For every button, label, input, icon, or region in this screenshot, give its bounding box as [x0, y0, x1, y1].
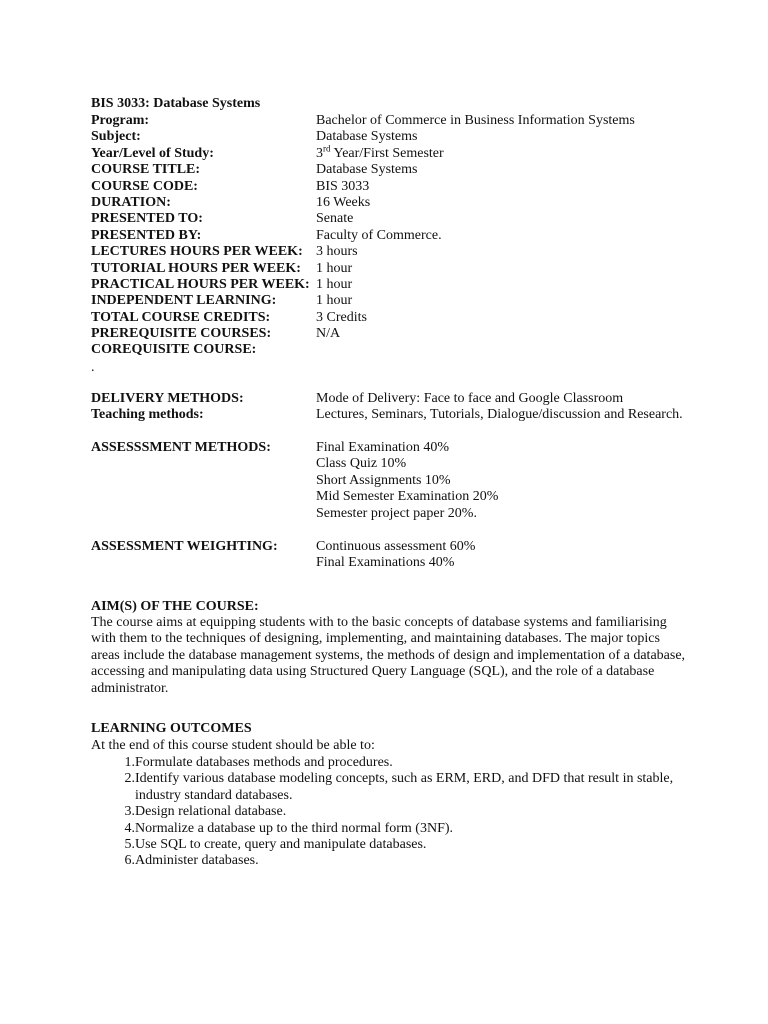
info-value-rest: Year/First Semester	[330, 145, 444, 161]
info-row-course-code	[91, 179, 711, 195]
info-value: 1 hour	[316, 260, 353, 276]
course-info-table	[91, 113, 711, 359]
info-label: Year/Level of Study:	[91, 145, 214, 161]
info-row-year-level	[91, 143, 711, 162]
info-label: COURSE TITLE:	[91, 162, 201, 178]
info-value: Senate	[316, 211, 354, 227]
list-item-text: Design relational database.	[135, 804, 287, 820]
list-item	[91, 755, 691, 771]
info-row-course-title	[91, 162, 711, 178]
assessment-weighting-row	[91, 539, 711, 572]
assessment-methods-label: ASSESSSMENT METHODS:	[91, 440, 271, 455]
delivery-row	[91, 391, 711, 407]
document-title: BIS 3033: Database Systems	[91, 96, 261, 111]
info-value-number: 3	[316, 145, 323, 161]
info-label: PRESENTED BY:	[91, 227, 202, 243]
info-row-duration	[91, 195, 711, 211]
aims-paragraph: The course aims at equipping students with to the basic concepts of database systems and familiarising with them to the techniques of designing, implementing, and maintaining databases. The major topics areas include the database management systems, the methods of design and implementation of a database, accessing and manipulating data using Structured Query Language (SQL), and the role of a database administrator.	[91, 615, 686, 696]
info-row-tutorial-hours	[91, 261, 711, 277]
info-row-lecture-hours	[91, 244, 711, 260]
info-label: COREQUISITE COURSE:	[91, 342, 257, 358]
info-value: Faculty of Commerce.	[316, 227, 442, 243]
info-label: Program:	[91, 113, 150, 128]
info-label: PRESENTED TO:	[91, 211, 203, 227]
info-value: 1 hour	[316, 276, 353, 292]
info-row-presented-by	[91, 228, 711, 244]
assessment-method-item: Final Examination 40%	[316, 440, 449, 455]
info-label: DURATION:	[91, 194, 171, 210]
stray-dot: .	[91, 360, 95, 375]
teaching-row	[91, 407, 711, 423]
assessment-method-item: Semester project paper 20%.	[316, 505, 477, 521]
list-item-text: Use SQL to create, query and manipulate databases.	[135, 837, 427, 853]
info-value: 3 Credits	[316, 309, 367, 325]
list-item-number: 2.	[124, 771, 135, 787]
assessment-weighting-section	[91, 539, 711, 572]
assessment-method-item: Short Assignments 10%	[316, 472, 451, 488]
list-item	[91, 837, 691, 853]
list-item-number: 3.	[124, 804, 135, 820]
info-value: 3 hours	[316, 244, 358, 260]
info-label: TUTORIAL HOURS PER WEEK:	[91, 260, 301, 276]
info-row-program	[91, 113, 711, 129]
assessment-method-item: Class Quiz 10%	[316, 456, 407, 472]
list-item-number: 4.	[124, 820, 135, 836]
info-label: LECTURES HOURS PER WEEK:	[91, 244, 303, 260]
delivery-label: DELIVERY METHODS:	[91, 391, 244, 406]
list-item	[91, 853, 691, 869]
list-item-text: Identify various database modeling concepts, such as ERM, ERD, and DFD that result in stable, industry standard databases.	[135, 771, 674, 803]
info-value: N/A	[316, 326, 341, 342]
learning-outcomes-list	[91, 755, 691, 870]
assessment-methods-section	[91, 440, 711, 522]
info-row-practical-hours	[91, 277, 711, 293]
info-row-independent-learning	[91, 293, 711, 309]
info-value: Bachelor of Commerce in Business Information Systems	[316, 113, 635, 128]
info-label: Subject:	[91, 129, 141, 145]
info-value: Database Systems	[316, 129, 418, 145]
assessment-methods-row	[91, 440, 711, 522]
assessment-methods-list	[316, 440, 711, 522]
assessment-weighting-list	[316, 539, 711, 572]
assessment-weighting-label: ASSESSMENT WEIGHTING:	[91, 539, 278, 554]
list-item-number: 6.	[124, 853, 135, 869]
info-value-ordinal: rd	[323, 143, 331, 154]
info-row-subject	[91, 129, 711, 145]
list-item-text: Administer databases.	[135, 853, 259, 869]
list-item	[91, 821, 691, 837]
list-item-text: Formulate databases methods and procedures.	[135, 755, 393, 770]
learning-outcomes-heading: LEARNING OUTCOMES	[91, 721, 252, 736]
info-value	[316, 342, 711, 358]
info-value: Database Systems	[316, 162, 418, 178]
aims-heading: AIM(S) OF THE COURSE:	[91, 599, 259, 614]
assessment-weighting-item: Continuous assessment 60%	[316, 539, 476, 554]
teaching-value: Lectures, Seminars, Tutorials, Dialogue/discussion and Research.	[316, 407, 683, 423]
info-value: 1 hour	[316, 293, 353, 309]
assessment-weighting-item: Final Examinations 40%	[316, 555, 455, 571]
info-value	[316, 143, 711, 162]
info-row-prerequisite	[91, 326, 711, 342]
list-item	[91, 771, 691, 804]
info-row-total-credits	[91, 310, 711, 326]
delivery-value: Mode of Delivery: Face to face and Google Classroom	[316, 391, 624, 406]
list-item-text: Normalize a database up to the third normal form (3NF).	[135, 820, 454, 836]
list-item	[91, 804, 691, 820]
info-label: COURSE CODE:	[91, 178, 198, 194]
info-label: TOTAL COURSE CREDITS:	[91, 309, 271, 325]
teaching-label: Teaching methods:	[91, 407, 204, 423]
info-row-corequisite	[91, 342, 711, 358]
info-label: INDEPENDENT LEARNING:	[91, 293, 277, 309]
assessment-method-item: Mid Semester Examination 20%	[316, 489, 499, 505]
info-row-presented-to	[91, 211, 711, 227]
list-item-number: 5.	[124, 837, 135, 853]
learning-outcomes-intro: At the end of this course student should be able to:	[91, 738, 375, 753]
info-label: PRACTICAL HOURS PER WEEK:	[91, 276, 310, 292]
delivery-section	[91, 391, 711, 424]
list-item-number: 1.	[124, 755, 135, 770]
info-value: BIS 3033	[316, 178, 370, 194]
info-label: PREREQUISITE COURSES:	[91, 326, 272, 342]
info-value: 16 Weeks	[316, 194, 371, 210]
